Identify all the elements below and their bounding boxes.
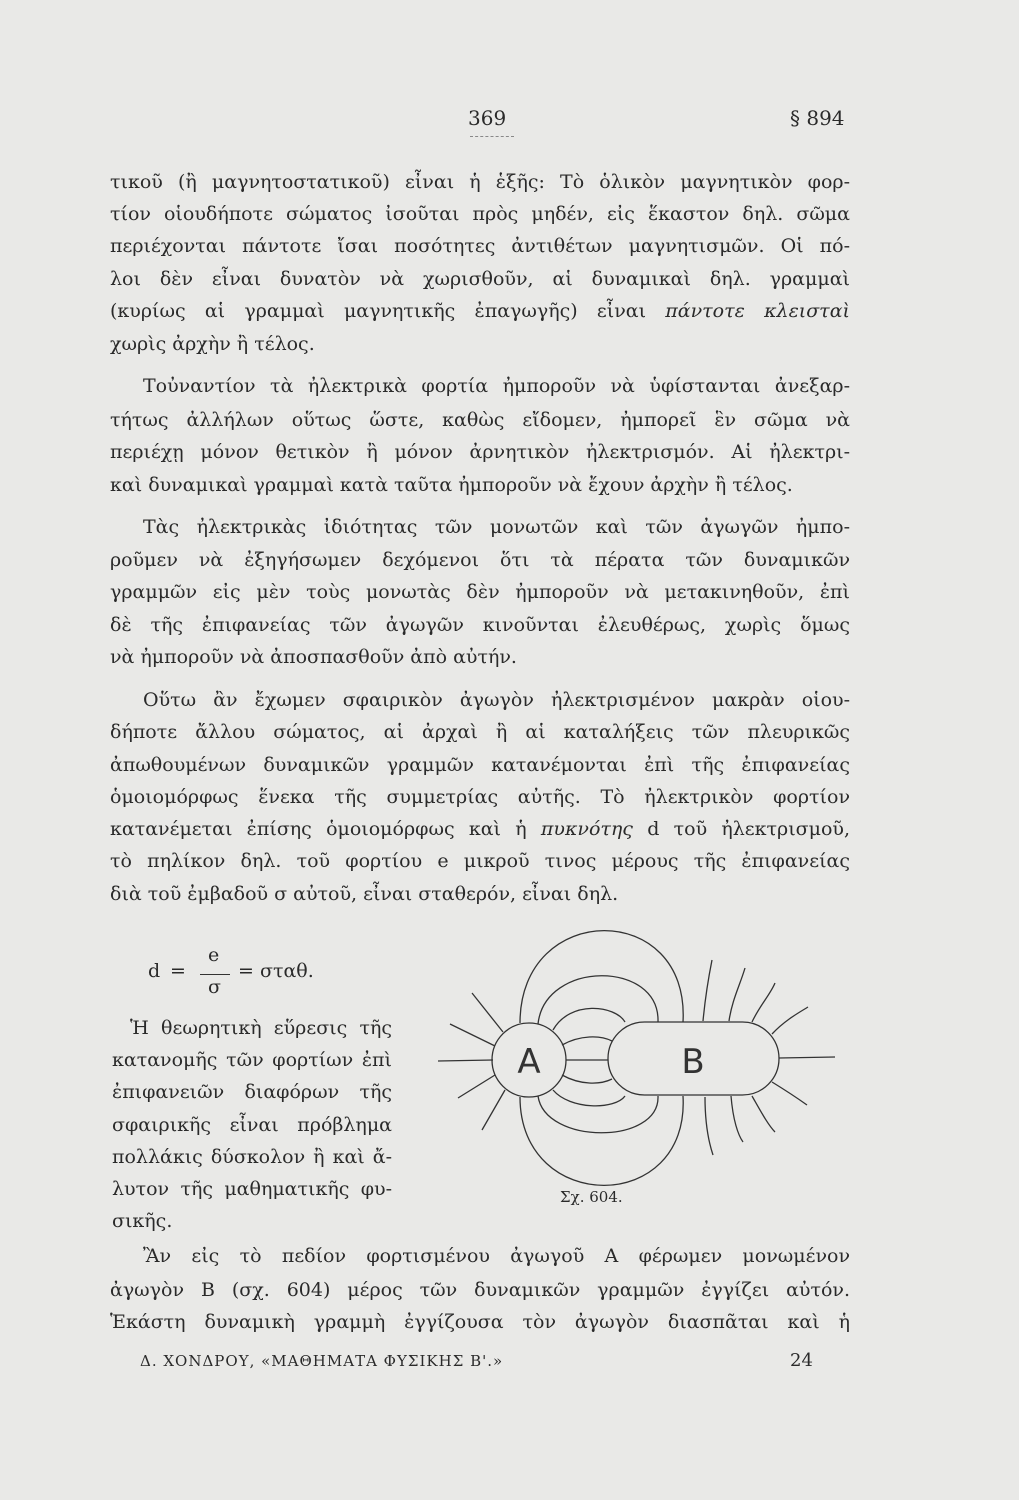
text-run: Οὕτω ἂν ἔχωμεν σφαιρικὸν ἀγωγὸν ἠλεκτρισμένον μακρὰν οἱου- [143, 689, 850, 711]
text-run: δὲ τῆς ἐπιφανείας τῶν ἀγωγῶν κινοῦνται ἐλευθέρως, χωρὶς ὅμως [110, 614, 850, 636]
text-run: δήποτε ἄλλου σώματος, αἱ ἀρχαὶ ἢ αἱ καταλήξεις τῶν πλευρικῶς [110, 721, 850, 743]
section-number: § 894 [790, 106, 845, 130]
text-run: ροῦμεν νὰ ἐξηγήσωμεν δεχόμενοι ὅτι τὰ πέρατα τῶν δυναμικῶν [110, 549, 850, 571]
text-run: γραμμῶν εἰς μὲν τοὺς μονωτὰς δὲν ἠμποροῦν νὰ μετακινηθοῦν, ἐπὶ [110, 581, 850, 603]
footer-sheet-number: 24 [790, 1350, 813, 1371]
text-run: λοι δὲν εἶναι δυνατὸν νὰ χωρισθοῦν, αἱ δυναμικαὶ δηλ. γραμμαὶ [110, 268, 850, 290]
text-run: Τοὐναντίον τὰ ἠλεκτρικὰ φορτία ἠμποροῦν νὰ ὑφίστανται ἀνεξαρ- [143, 375, 850, 397]
text-run: (κυρίως αἱ γραμμαὶ μαγνητικῆς ἐπαγωγῆς) εἶναι [110, 300, 666, 322]
formula-denominator: σ [208, 976, 221, 998]
text-run: χωρὶς ἀρχὴν ἢ τέλος. [110, 333, 315, 355]
text-run: πολλάκις δύσκολον ἢ καὶ ἄ- [112, 1146, 392, 1168]
formula-rhs: σταθ. [260, 960, 314, 982]
figure-caption: Σχ. 604. [560, 1188, 623, 1206]
label-b: B [681, 1042, 705, 1082]
text-run: διὰ τοῦ ἐμβαδοῦ σ αὐτοῦ, εἶναι σταθερόν, εἶναι δηλ. [110, 883, 619, 905]
text-run: τήτως ἀλλήλων οὕτως ὥστε, καθὼς εἴδομεν, ἠμπορεῖ ἓν σῶμα νὰ [110, 409, 850, 431]
text-run: τίον οἱουδήποτε σώματος ἰσοῦται πρὸς μηδέν, εἰς ἕκαστον δηλ. σῶμα [110, 203, 850, 225]
text-run: περιέχῃ μόνον θετικὸν ἢ μόνον ἀρνητικὸν ἠλεκτρισμόν. Αἱ ἠλεκτρι- [110, 441, 850, 463]
text-run: d τοῦ ἠλεκτρισμοῦ, [632, 818, 851, 840]
text-run: ἀπωθουμένων δυναμικῶν γραμμῶν κατανέμονται ἐπὶ τῆς ἐπιφανείας [110, 754, 850, 776]
text-run: Ἂν εἰς τὸ πεδίον φορτισμένου ἀγωγοῦ Α φέρωμεν μονωμένον [143, 1245, 850, 1267]
label-a: A [517, 1042, 541, 1082]
text-run: κατανομῆς τῶν φορτίων ἐπὶ [112, 1049, 392, 1071]
page-number: 369 [468, 106, 507, 130]
footer-signature: Δ. ΧΟΝΔΡΟΥ, «ΜΑΘΗΜΑΤΑ ΦΥΣΙΚΗΣ Β'.» [140, 1352, 504, 1370]
text-run: περιέχονται πάντοτε ἴσαι ποσότητες ἀντιθέτων μαγνητισμῶν. Οἱ πό- [110, 235, 850, 257]
formula-lhs: d [148, 960, 161, 982]
text-run: ὁμοιομόρφως ἕνεκα τῆς συμμετρίας αὐτῆς. Τὸ ἠλεκτρικὸν φορτίον [110, 786, 850, 808]
text-run: σικῆς. [112, 1210, 173, 1232]
emphasis: πυκνότης [540, 818, 633, 840]
formula-equals-2: = [238, 960, 254, 982]
text-run: σφαιρικῆς εἶναι πρόβλημα [112, 1114, 392, 1136]
text-run: Ἑκάστη δυναμικὴ γραμμὴ ἐγγίζουσα τὸν ἀγωγὸν διασπᾶται καὶ ἡ [110, 1311, 850, 1333]
text-run: Τὰς ἠλεκτρικὰς ἰδιότητας τῶν μονωτῶν καὶ τῶν ἀγωγῶν ἠμπο- [143, 516, 850, 538]
text-run: τικοῦ (ἢ μαγνητοστατικοῦ) εἶναι ἡ ἑξῆς: Τὸ ὁλικὸν μαγνητικὸν φορ- [110, 171, 850, 193]
text-run: καὶ δυναμικαὶ γραμμαὶ κατὰ ταῦτα ἠμποροῦν νὰ ἔχουν ἀρχὴν ἢ τέλος. [110, 474, 793, 496]
text-run: νὰ ἠμποροῦν νὰ ἀποσπασθοῦν ἀπὸ αὐτήν. [110, 646, 517, 668]
field-lines-between [520, 931, 683, 1186]
text-run: τὸ πηλίκον δηλ. τοῦ φορτίου e μικροῦ τινος μέρους τῆς ἐπιφανείας [110, 850, 850, 872]
text-run: Ἡ θεωρητικὴ εὕρεσις τῆς [130, 1017, 392, 1039]
text-run: ἀγωγὸν Β (σχ. 604) μέρος τῶν δυναμικῶν γραμμῶν ἐγγίζει αὐτόν. [110, 1279, 850, 1301]
text-run: ἐπιφανειῶν διαφόρων τῆς [112, 1081, 392, 1103]
text-run: λυτον τῆς μαθηματικῆς φυ- [112, 1178, 392, 1200]
text-run: κατανέμεται ἐπίσης ὁμοιομόρφως καὶ ἡ [110, 818, 541, 840]
formula-numerator: e [208, 944, 220, 966]
emphasis: πάντοτε κλεισταὶ [665, 300, 850, 322]
formula-equals: = [170, 960, 186, 982]
